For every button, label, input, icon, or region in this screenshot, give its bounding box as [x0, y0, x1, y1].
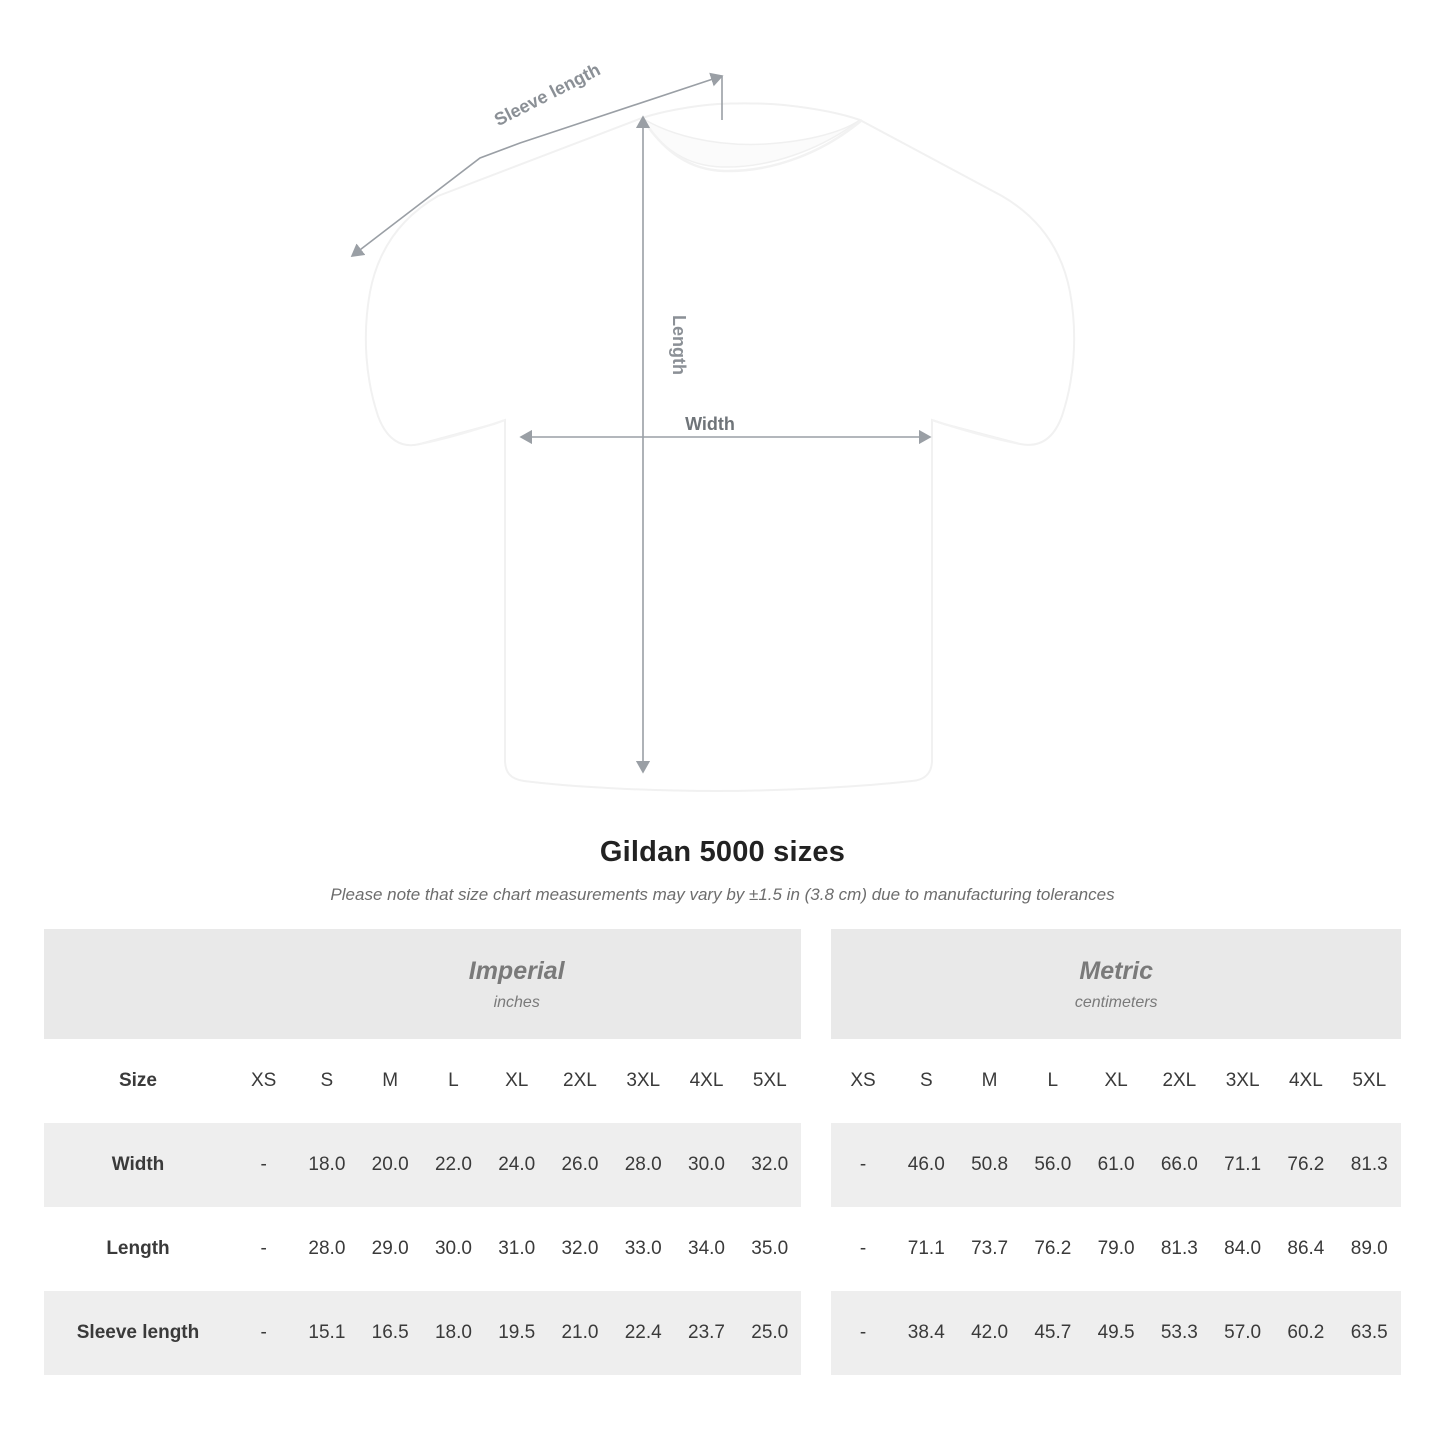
- size-header-metric-xl: XL: [1084, 1039, 1147, 1123]
- unit-group-metric: [831, 929, 1401, 1039]
- cell-width-metric-xl: 61.0: [1084, 1123, 1147, 1207]
- size-header-metric-4xl: 4XL: [1274, 1039, 1337, 1123]
- size-header-metric-m: M: [958, 1039, 1021, 1123]
- cell-length-metric-4xl: 86.4: [1274, 1207, 1337, 1291]
- cell-sleeve-imperial-l: 18.0: [422, 1291, 485, 1375]
- row-gap-length: [801, 1207, 831, 1291]
- cell-sleeve-metric-4xl: 60.2: [1274, 1291, 1337, 1375]
- length-label: Length: [669, 315, 689, 375]
- unit-header-spacer: [44, 929, 232, 1039]
- cell-sleeve-metric-3xl: 57.0: [1211, 1291, 1274, 1375]
- cell-sleeve-imperial-xl: 19.5: [485, 1291, 548, 1375]
- cell-sleeve-metric-xs: -: [831, 1291, 894, 1375]
- unit-header-row: [44, 929, 1401, 1039]
- size-header-metric-3xl: 3XL: [1211, 1039, 1274, 1123]
- cell-sleeve-imperial-2xl: 21.0: [548, 1291, 611, 1375]
- cell-length-imperial-5xl: 35.0: [738, 1207, 801, 1291]
- size-header-metric-5xl: 5XL: [1338, 1039, 1401, 1123]
- cell-length-imperial-l: 30.0: [422, 1207, 485, 1291]
- cell-width-metric-4xl: 76.2: [1274, 1123, 1337, 1207]
- cell-length-metric-2xl: 81.3: [1148, 1207, 1211, 1291]
- cell-sleeve-imperial-xs: -: [232, 1291, 295, 1375]
- cell-width-imperial-l: 22.0: [422, 1123, 485, 1207]
- cell-width-imperial-5xl: 32.0: [738, 1123, 801, 1207]
- cell-sleeve-metric-l: 45.7: [1021, 1291, 1084, 1375]
- size-header-imperial-xs: XS: [232, 1039, 295, 1123]
- cell-sleeve-imperial-5xl: 25.0: [738, 1291, 801, 1375]
- size-header-row: [44, 1039, 1401, 1123]
- chart-note: Please note that size chart measurements may vary by ±1.5 in (3.8 cm) due to manufacturing tolerances: [330, 885, 1115, 904]
- cell-sleeve-imperial-3xl: 22.4: [612, 1291, 675, 1375]
- size-table-wrap: [44, 929, 1401, 1375]
- cell-width-imperial-3xl: 28.0: [612, 1123, 675, 1207]
- sleeve-length-label: Sleeve length: [491, 59, 604, 130]
- size-header-imperial-4xl: 4XL: [675, 1039, 738, 1123]
- cell-width-imperial-xl: 24.0: [485, 1123, 548, 1207]
- size-header-label: Size: [44, 1039, 232, 1123]
- cell-length-metric-xl: 79.0: [1084, 1207, 1147, 1291]
- unit-group-imperial-name: Imperial: [468, 956, 565, 985]
- cell-length-imperial-3xl: 33.0: [612, 1207, 675, 1291]
- cell-length-metric-l: 76.2: [1021, 1207, 1084, 1291]
- cell-length-imperial-xl: 31.0: [485, 1207, 548, 1291]
- tshirt-graphic: [366, 103, 1074, 791]
- cell-width-imperial-2xl: 26.0: [548, 1123, 611, 1207]
- cell-sleeve-metric-m: 42.0: [958, 1291, 1021, 1375]
- cell-width-imperial-4xl: 30.0: [675, 1123, 738, 1207]
- cell-width-metric-2xl: 66.0: [1148, 1123, 1211, 1207]
- size-header-imperial-2xl: 2XL: [548, 1039, 611, 1123]
- unit-header-gap: [801, 929, 831, 1039]
- table-row: [44, 1291, 1401, 1375]
- unit-group-imperial: [232, 929, 801, 1039]
- cell-width-imperial-xs: -: [232, 1123, 295, 1207]
- cell-length-imperial-4xl: 34.0: [675, 1207, 738, 1291]
- size-header-metric-l: L: [1021, 1039, 1084, 1123]
- row-label-width: Width: [44, 1123, 232, 1207]
- size-header-imperial-m: M: [359, 1039, 422, 1123]
- size-header-metric-s: S: [895, 1039, 958, 1123]
- row-label-sleeve-length: Sleeve length: [44, 1291, 232, 1375]
- cell-length-imperial-m: 29.0: [359, 1207, 422, 1291]
- cell-sleeve-metric-5xl: 63.5: [1338, 1291, 1401, 1375]
- cell-width-metric-5xl: 81.3: [1338, 1123, 1401, 1207]
- cell-width-metric-m: 50.8: [958, 1123, 1021, 1207]
- row-gap-sleeve: [801, 1291, 831, 1375]
- size-header-metric-xs: XS: [831, 1039, 894, 1123]
- cell-sleeve-imperial-s: 15.1: [295, 1291, 358, 1375]
- cell-sleeve-imperial-m: 16.5: [359, 1291, 422, 1375]
- cell-length-metric-xs: -: [831, 1207, 894, 1291]
- cell-width-metric-s: 46.0: [895, 1123, 958, 1207]
- cell-length-metric-5xl: 89.0: [1338, 1207, 1401, 1291]
- unit-group-imperial-sub: inches: [493, 993, 540, 1011]
- size-chart-table: [44, 929, 1401, 1375]
- cell-sleeve-metric-xl: 49.5: [1084, 1291, 1147, 1375]
- unit-group-metric-sub: centimeters: [1074, 993, 1158, 1011]
- cell-width-metric-3xl: 71.1: [1211, 1123, 1274, 1207]
- cell-width-imperial-m: 20.0: [359, 1123, 422, 1207]
- table-row: [44, 1123, 1401, 1207]
- unit-group-metric-name: Metric: [1079, 956, 1154, 985]
- cell-length-metric-s: 71.1: [895, 1207, 958, 1291]
- cell-length-metric-m: 73.7: [958, 1207, 1021, 1291]
- cell-sleeve-metric-2xl: 53.3: [1148, 1291, 1211, 1375]
- size-header-imperial-l: L: [422, 1039, 485, 1123]
- cell-sleeve-imperial-4xl: 23.7: [675, 1291, 738, 1375]
- size-header-imperial-s: S: [295, 1039, 358, 1123]
- cell-width-imperial-s: 18.0: [295, 1123, 358, 1207]
- cell-sleeve-metric-s: 38.4: [895, 1291, 958, 1375]
- row-gap-width: [801, 1123, 831, 1207]
- cell-width-metric-l: 56.0: [1021, 1123, 1084, 1207]
- cell-length-imperial-2xl: 32.0: [548, 1207, 611, 1291]
- width-label: Width: [685, 414, 735, 434]
- row-label-length: Length: [44, 1207, 232, 1291]
- size-header-imperial-5xl: 5XL: [738, 1039, 801, 1123]
- cell-length-imperial-xs: -: [232, 1207, 295, 1291]
- size-header-gap: [801, 1039, 831, 1123]
- title-block: [0, 836, 1445, 905]
- size-header-metric-2xl: 2XL: [1148, 1039, 1211, 1123]
- table-row: [44, 1207, 1401, 1291]
- size-header-imperial-3xl: 3XL: [612, 1039, 675, 1123]
- chart-title: Gildan 5000 sizes: [599, 836, 846, 868]
- cell-width-metric-xs: -: [831, 1123, 894, 1207]
- cell-length-imperial-s: 28.0: [295, 1207, 358, 1291]
- size-header-imperial-xl: XL: [485, 1039, 548, 1123]
- cell-length-metric-3xl: 84.0: [1211, 1207, 1274, 1291]
